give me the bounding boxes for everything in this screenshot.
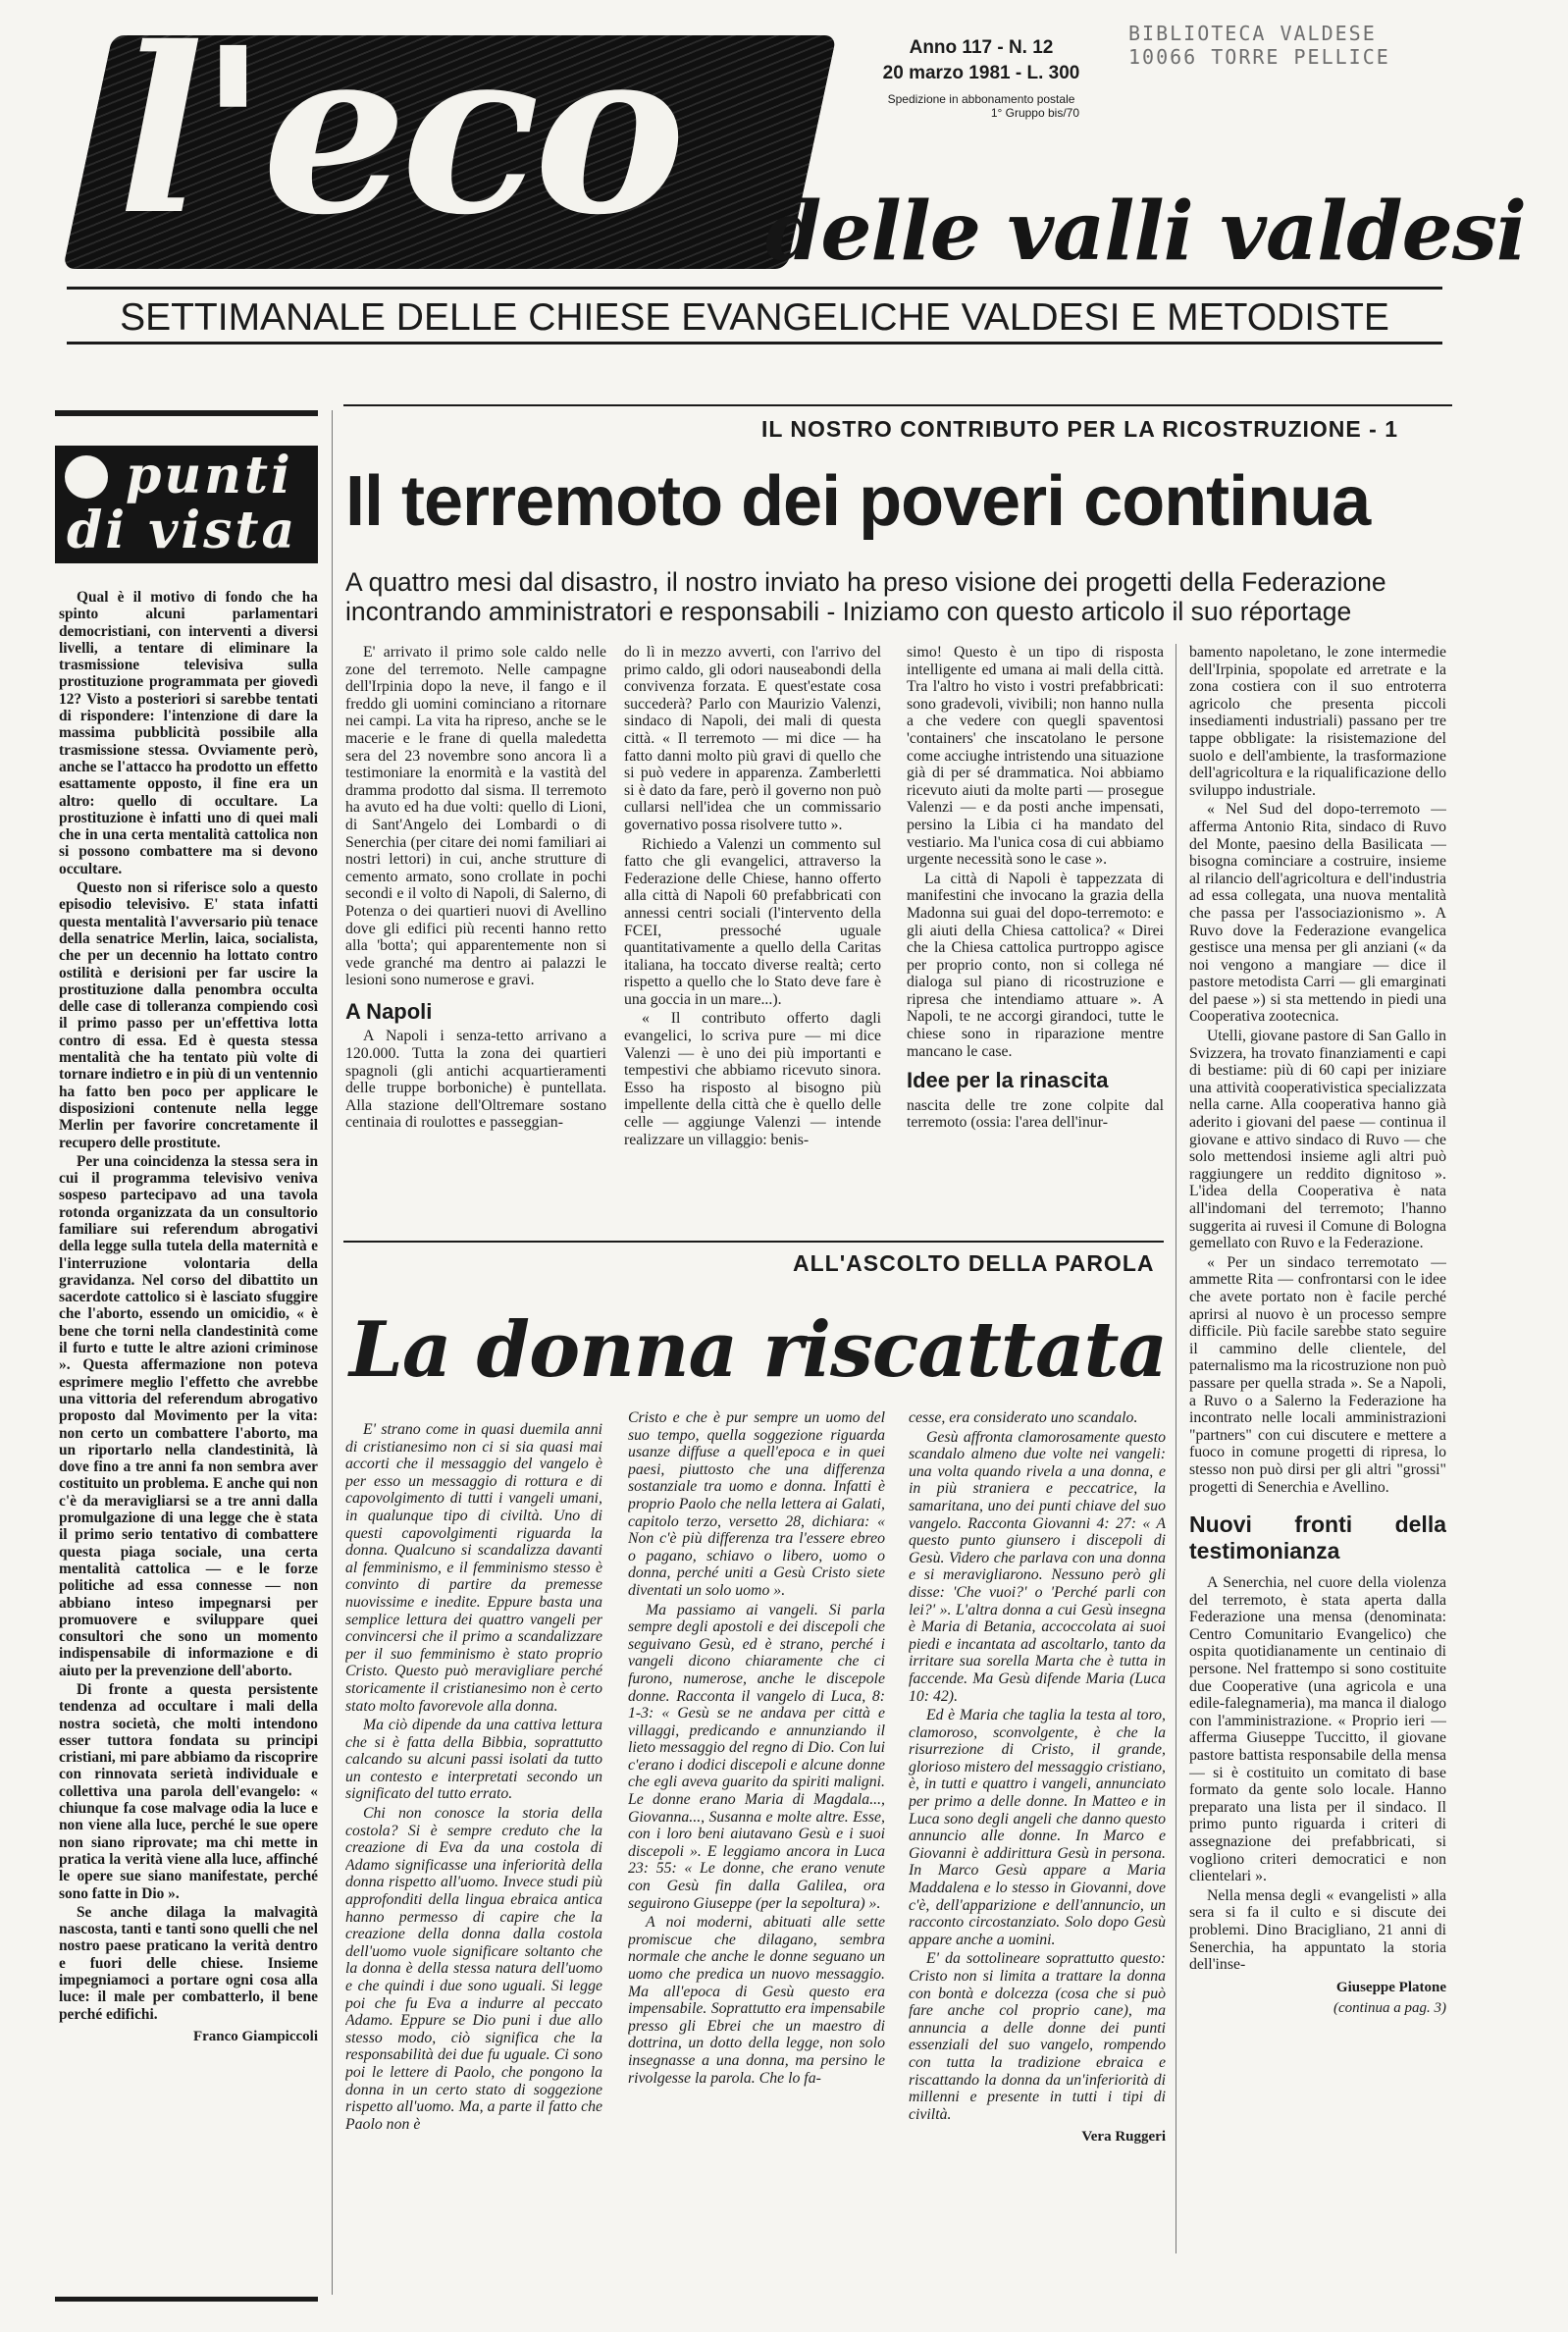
- napoli-subhead: A Napoli: [345, 998, 433, 1024]
- donna-rule: [343, 1241, 1164, 1243]
- issue-number: Anno 117 - N. 12: [909, 37, 1054, 58]
- article-paragraph: Ma passiamo ai vangeli. Si parla sempre degli apostoli e dei discepoli che seguivano Gesù, ed è strano, perché i vangeli dicono chiaramente che ci furono, numerose, anche le discepole donne. Racconta il vangelo di Luca, 8: 1-3: « Gesù se ne andava per città e villaggi, predicando e annunziando il lieto messaggio del regno di Dio. Con lui c'erano i dodici discepoli e alcune donne che egli aveva guarito da spiriti maligni. Le donne erano Maria di Magdala..., Giovanna..., Susanna e molte altre. Esse, con i loro beni aiutavano Gesù e i suoi discepoli ». E leggiamo ancora in Luca 23: 55: « Le donne, che erano venute con Gesù fin dalla Galilea, ora seguirono Giuseppe (per la sepoltura) ».: [628, 1601, 885, 1912]
- sidebar-paragraph: Questo non si riferisce solo a questo episodio televisivo. E' stata infatti questa mentalità l'avversario più tenace della senatrice Merlin, laica, socialista, che per un decennio ha lottato contro ostilità e derisioni per far uscire la prostituzione dalla penombra occulta delle case di tolleranza compiendo così il primo passo per un'effettiva lotta contro di essa. Ed è questa stessa mentalità che ha tentato più volte di tornare indietro e in più di un ventennio ha fatto ben poco per applicare le disposizioni contenute nella legge Merlin per favorire concretamente il recupero delle prostitute.: [59, 879, 318, 1151]
- sidebar-paragraph: Per una coincidenza la stessa sera in cui il programma televisivo veniva sospeso partecipavo ad una tavola rotonda organizzata da un consultorio familiare sui referendum abrogativi della legge sulla tutela della maternità e l'interruzione volontaria della gravidanza. Nel corso del dibattito un sacerdote cattolico si è lasciato sfuggire che l'aborto, essendo un omicidio, « è bene che torni nella clandestinità come il furto e tutte le altre azioni criminose ». Questa affermazione non poteva esprimere meglio l'effetto che avrebbe una vittoria del referendum abrogativo proposto dal Movimento per la vita: non certo un combattere l'aborto, ma un riportarlo nella clandestinità, là dove fino a tre anni fa non sembra aver costituito un problema. E anche qui non c'è da meravigliarsi se a tre anni dalla promulgazione di una legge che è stata il primo serio tentativo di combattere questa piaga sociale, una certa mentalità cattolica — e le forze politiche ad essa connesse — non abbiano inteso impegnarsi per promuovere e sviluppare quei consultori che sono un momento indispensabile di informazione e di aiuto per la prevenzione dell'aborto.: [59, 1152, 318, 1679]
- donna-col-2: [628, 1409, 885, 2285]
- article-paragraph: A noi moderni, abituati alle sette promiscue che dilagano, sembra normale che anche le donne seguano un uomo che predica un nuovo messaggio. Ma all'epoca di Gesù questo era impensabile. Soprattutto era impensabile presso gli Ebrei che un maestro di dottrina, un dotto della legge, non solo insegnasse a una donna, ma persino le rivolgesse la parola. Che lo fa-: [628, 1914, 885, 2087]
- article-paragraph: A Senerchia, nel cuore della violenza del terremoto, è stata aperta dalla Federazione una mensa (denominata: Centro Comunitario Evangelico) che ospita quotidianamente un centinaio di persone. Nel frattempo si sono costituite due Cooperative (una agricola e una edile-falegnameria), ma manca il dialogo con l'amministrazione. « Proprio ieri — afferma Giuseppe Tuccitto, il giovane pastore battista responsabile della mensa — si è costituito un comitato di base formato da gente solo locale. Hanno preparato una lista per il sindaco. Il primo punto riguarda i criteri di assegnazione dei prefabbricati, si vogliono criteri democratici e non clientelari ».: [1189, 1574, 1446, 1885]
- article-paragraph: « Il contributo offerto dagli evangelici, lo scriva pure — mi dice Valenzi — è uno dei più importanti e tempestivi che abbiamo ricevuto sinora. Esso ha risposto al bisogno più impellente della città che è quello delle celle — aggiunge Valenzi — intende realizzare un villaggio: benis-: [624, 1010, 881, 1148]
- article-paragraph: A Napoli i senza-tetto arrivano a 120.000. Tutta la zona dei quartieri spagnoli (gli antichi acquartieramenti delle truppe borboniche) è puntellata. Alla stazione dell'Oltremare sostano centinaia di roulottes e passeggian-: [345, 1028, 606, 1132]
- bullet-dot-icon: [65, 455, 108, 499]
- idee-subhead: Idee per la rinascita: [907, 1068, 1109, 1093]
- donna-col-3: [909, 1409, 1166, 2285]
- sidebar-divider: [332, 410, 333, 2295]
- masthead-tagline: SETTIMANALE DELLE CHIESE EVANGELICHE VALDESI E METODISTE: [120, 296, 1389, 339]
- postal-line: Spedizione in abbonamento postale: [887, 92, 1075, 106]
- stamp-line-1: BIBLIOTECA VALDESE: [1128, 22, 1377, 45]
- library-stamp: [1128, 22, 1390, 69]
- terremoto-col-4: [1189, 644, 1446, 2253]
- masthead-subtitle: delle valli valdesi: [765, 185, 1527, 279]
- article-paragraph: bamento napoletano, le zone intermedie dell'Irpinia, spopolate ed arretrate e la zona costiera con il suo entroterra agricolo che presenta piccoli insediamenti industriali) passano per tre tappe obbligate: la risistemazione del suolo e dell'ambiente, la trasformazione dell'agricoltura e la riqualificazione dello sviluppo industriale.: [1189, 644, 1446, 799]
- sidebar-signature: Franco Giampiccoli: [192, 2028, 318, 2044]
- article-paragraph: Utelli, giovane pastore di San Gallo in Svizzera, ha trovato finanziamenti e capi di bestiame: più di 60 capi per iniziare una attività cooperativistica specializzata nella carne. Alla cooperativa hanno già aderito i giovani del paese — continua il giovane e attivo sindaco di Ruvo — che solo mettendosi insieme agli altri può raggiungere un reddito dignitoso ». L'idea della Cooperativa è nata all'indomani del terremoto; l'hanno suggerita ai ruvesi il Comune di Bologna gemellato con Ruvo e la Federazione.: [1189, 1028, 1446, 1252]
- sidebar-title-line2: di vista: [67, 501, 298, 560]
- terremoto-kicker: IL NOSTRO CONTRIBUTO PER LA RICOSTRUZIONE - 1: [761, 416, 1398, 442]
- article-rule: [343, 404, 1452, 406]
- masthead-logo: l'eco: [118, 0, 680, 265]
- article-paragraph: Ed è Maria che taglia la testa al toro, clamoroso, sconvolgente, è che la risurrezione di Cristo, il grande, glorioso mistero del messaggio cristiano, è, in tutti e quattro i vangeli, annunciato per primo a delle donne. In Matteo e in Luca sono degli angeli che danno questo annuncio alle donne. In Marco e Giovanni è addirittura Gesù in persona. In Marco Gesù appare a Maria Maddalena e lo stesso in Giovanni, dove c'è, dell'apparizione e dell'annuncio, un racconto circostanziato. Solo dopo Gesù appare anche a uomini.: [909, 1707, 1166, 1948]
- article-paragraph: E' strano come in quasi duemila anni di cristianesimo non ci si sia quasi mai accorti che il messaggio del vangelo è per esso un messaggio di rottura e di capovolgimento di tutti i vangeli umani, in qualunque tipo di civiltà. Uno di questi capovolgimenti riguarda la donna. Qualcuno si scandalizza davanti al femminismo, e il femminismo stesso è convinto di partire da premesse nuovissime e inedite. Eppure basta una semplice lettura dei quattro vangeli per convincersi che il primo a scandalizzare per il suo femminismo è stato proprio Cristo. Questo può meravigliare perché storicamente il cristianesimo non è certo stato molto favorevole alla donna.: [345, 1421, 602, 1715]
- punti-di-vista-box: [55, 446, 318, 563]
- terremoto-col-1: [345, 644, 606, 1184]
- article-paragraph: E' arrivato il primo sole caldo nelle zone del terremoto. Nelle campagne dell'Irpinia dopo la neve, il fango e il freddo gli uomini cominciano a ritornare nei campi. La vita ha ripreso, anche se le macerie e le frane di quella maledetta sera del 23 novembre sono ancora lì a testimoniare la enormità e la vastità del dramma prodotto dal sisma. Il terremoto ha avuto ed ha due volti: quello di Lioni, di Sant'Angelo dei Lombardi o di Senerchia (per citare dei nomi familiari ai nostri lettori) in cui, anche strutture di cemento armato, sono crollate in pochi secondi e il volto di Napoli, di Salerno, di Potenza o dei quartieri nuovi di Avellino dove gli edifici più recenti hanno retto alla 'botta'; qui apparentemente non si vede granché ma dentro ai palazzi le lesioni sono numerose e gravi.: [345, 644, 606, 989]
- issue-info: [863, 37, 1099, 120]
- sidebar-paragraph: Qual è il motivo di fondo che ha spinto alcuni parlamentari democristiani, con interventi a diversi livelli, a tentare di eliminare la trasmissione televisiva sulla prostituzione programmata per giovedì 12? Visto a posteriori si sarebbe tentati di rispondere: l'intenzione di dare la massima pubblicità possibile alla trasmissione stessa. Ovviamente però, anche se l'attacco ha prodotto un effetto esattamente opposto, il fine era un altro: quello di occultare. La prostituzione è infatti uno di quei mali che in una certa mentalità cattolica non si possono combattere ma si devono occultare.: [59, 589, 318, 877]
- sidebar-title-line1: punti: [126, 446, 293, 505]
- sidebar-rule-top: [55, 410, 318, 416]
- article-paragraph: Nella mensa degli « evangelisti » alla sera si fa il culto e si discute dei problemi. Dino Bracigliano, 21 anni di Senerchia, ha appuntato la storia dell'inse-: [1189, 1886, 1446, 1974]
- masthead-rule-bottom: [67, 342, 1442, 344]
- article-paragraph: E' da sottolineare soprattutto questo: Cristo non si limita a trattare la donna con bontà e dolcezza (cosa che si può fare anche col proprio cane), ma annuncia a delle donne dei punti essenziali del suo vangelo, rompendo con tutta la tradizione ebraica e riscattando la donna da un'inferiorità di millenni e presente in tutti i tipi di civiltà.: [909, 1950, 1166, 2123]
- article-paragraph: Chi non conosce la storia della costola? Si è sempre creduto che la creazione di Eva da una costola di Adamo significasse una inferiorità della donna rispetto all'uomo. Invece studi più approfonditi della lingua ebraica antica hanno permesso di capire che la creazione della donna dalla costola dell'uomo vuole significare soltanto che la donna è della stessa natura dell'uomo e che quindi i due sono uguali. Si legge poi che fu Eva a indurre al peccato Adamo. Eppure se Dio puni i due allo stesso modo, ciò significa che la responsabilità dei due fu uguale. Ci sono poi le lettere di Paolo, che pongono la donna in un certo stato di soggezione rispetto all'uomo. Ma, a parte il fatto che Paolo non è: [345, 1805, 602, 2133]
- article-paragraph: Richiedo a Valenzi un commento sul fatto che gli evangelici, attraverso la Federazione delle Chiese, hanno offerto alla città di Napoli 60 prefabbricati con annessi centri sociali (l'intervento della FCEI, pressoché uguale quantitativamente a quello della Caritas italiana, ha toccato diverse realtà; certo rispetto a quello che lo Stato deve fare è una goccia in un mare...).: [624, 835, 881, 1008]
- terremoto-standfirst: A quattro mesi dal disastro, il nostro inviato ha preso visione dei progetti della Federazione incontrando amministratori e responsabili - Iniziamo con questo articolo il suo réportage: [345, 567, 1386, 626]
- article-paragraph: nascita delle tre zone colpite dal terremoto (ossia: l'area dell'inur-: [907, 1096, 1164, 1132]
- article-paragraph: do lì in mezzo avverti, con l'arrivo del primo caldo, gli odori nauseabondi della convivenza forzata. E quest'estate cosa succederà? Parlo con Maurizio Valenzi, sindaco di Napoli, dei mali di questa città. « Il terremoto — mi dice — ha fatto danni molto più gravi di quello che si può vedere in apparenza. Zamberletti si è dato da fare, però il governo non può cullarsi nell'idea che un commissario governativo possa risolvere tutto ».: [624, 644, 881, 833]
- article-paragraph: cesse, era considerato uno scandalo.: [909, 1409, 1138, 1426]
- donna-col-1: [345, 1421, 602, 2285]
- sidebar-article: [59, 589, 318, 2045]
- terremoto-headline: Il terremoto dei poveri continua: [345, 462, 1371, 541]
- issue-date-price: 20 marzo 1981 - L. 300: [882, 63, 1080, 83]
- donna-signature: Vera Ruggeri: [1081, 2129, 1166, 2146]
- article-paragraph: « Per un sindaco terremotato — ammette Rita — confrontarsi con le idee che avete portato non è facile perché aprirsi al nuovo è un processo sempre difficile. Più facile sarebbe stato seguire il cammino delle clientele, del paternalismo ma la ricostruzione non può passare per quella strada ». Se a Napoli, a Ruvo o a Salerno la Federazione ha incontrato nelle locali amministrazioni "partners" con cui discutere e mettere a fuoco in comune progetti di ripresa, lo stesso non può dirsi per gli altri "grossi" progetti di Senerchia e Avellino.: [1189, 1253, 1446, 1496]
- article-paragraph: « Nel Sud del dopo-terremoto — afferma Antonio Rita, sindaco di Ruvo del Monte, paesino della Basilicata — bisogna cominciare a costruire, insieme al rilancio dell'agricoltura e dell'industria ad essa collegata, una nuova mentalità che passa per l'associazionismo ». A Ruvo dove la Federazione evangelica gestisce una mensa per gli anziani (« da noi vengono a mangiare — dice il pastore metodista Carri — gli emarginati del paese ») si sta mettendo in piedi una Cooperativa zootecnica.: [1189, 801, 1446, 1026]
- terremoto-col-2: [624, 644, 881, 1184]
- article-paragraph: Ma ciò dipende da una cattiva lettura che si è fatta della Bibbia, soprattutto calcando su alcuni passi isolati da tutto un contesto e interpretati secondo un significato del tutto errato.: [345, 1717, 602, 1803]
- article-paragraph: Gesù affronta clamorosamente questo scandalo almeno due volte nei vangeli: una volta quando rivela a una donna, e in più straniera e peccatrice, la samaritana, uno dei punti chiave del suo vangelo. Racconta Giovanni 4: 27: « A questo punto giunsero i discepoli di Gesù. Videro che parlava con una donna e si meravigliarono. Nessuno però gli disse: 'Che vuoi?' o 'Perché parli con lei?' ». L'altra donna a cui Gesù insegna è Maria di Betania, accoccolata ai suoi piedi e incantata ad ascoltarlo, tanto da irritare sua sorella Marta che è tutta in faccende. Ma Gesù difende Maria (Luca 10: 42).: [909, 1428, 1166, 1705]
- sidebar-paragraph: Se anche dilaga la malvagità nascosta, tanti e tanti sono quelli che nel nostro paese praticano la verità dentro e fuori delle chiese. Insieme impegniamoci a portare ogni cosa alla luce: il male per combatterlo, il bene perché edifichi.: [59, 1903, 318, 2023]
- terremoto-col-3: [907, 644, 1164, 1184]
- article-paragraph: Cristo e che è pur sempre un uomo del suo tempo, quella soggezione riguarda usanze diffuse a quell'epoca e in quei paesi, piuttosto che una differenza sostanziale tra uomo e donna. Infatti è proprio Paolo che nella lettera ai Galati, capitolo terzo, versetto 28, dichiara: « Non c'è più differenza tra l'essere ebreo o pagano, schiavo o libero, uomo o donna, perché uniti a Gesù Cristo siete diventati un solo uomo ».: [628, 1409, 885, 1599]
- sidebar-rule-bottom: [55, 2297, 318, 2302]
- stamp-line-2: 10066 TORRE PELLICE: [1128, 45, 1390, 69]
- article-paragraph: La città di Napoli è tappezzata di manifestini che invocano la grazia della Madonna sui guai del dopo-terremoto: e gli aiuti della Chiesa cattolica? « Direi che la Chiesa cattolica purtroppo agisce per proprio conto, non si collega né dialoga sul piano di ricostruzione e ripresa che intendiamo attuare ». A Napoli, te ne accorgi girandoci, tutte le chiese sono in riparazione mentre mancano le case.: [907, 870, 1164, 1060]
- continued-note: (continua a pag. 3): [1333, 2000, 1446, 2017]
- sidebar-paragraph: Di fronte a questa persistente tendenza ad occultare i mali della nostra società, che molti intendono esser tuttora fondata su principi cristiani, mi pare abbiamo da riscoprire con rinnovata serietà individuale e collettiva una parola dell'evangelo: « chiunque fa cose malvage odia la luce e non viene alla luce, perché le sue opere non siano riprovate; ma chi mette in pratica la verità viene alla luce, affinché le opere sue siano manifestate, perché sono fatte in Dio ».: [59, 1681, 318, 1902]
- masthead-rule-top: [67, 287, 1442, 290]
- article-paragraph: simo! Questo è un tipo di risposta intelligente ed umana ai mali della città. Tra l'altro ho visto i vostri prefabbricati: sono gradevoli, vivibili; non hanno nulla a che vedere con quegli spaventosi 'containers' che inscatolano le persone come acciughe intristendo una situazione già di per sé drammatica. Noi abbiamo ricevuto aiuti da molte parti — prosegue Valenzi — e da posti anche impensati, persino la Libia ci ha mandato del vestiario. Ma l'unica cosa di cui abbiamo urgente necessità sono le case ».: [907, 644, 1164, 869]
- donna-headline: La donna riscattata: [349, 1305, 1168, 1395]
- nuovi-fronti-subhead: Nuovi fronti della testimonianza: [1189, 1511, 1446, 1564]
- terremoto-signature: Giuseppe Platone: [1335, 1979, 1446, 1995]
- donna-kicker: ALL'ASCOLTO DELLA PAROLA: [793, 1250, 1155, 1276]
- postal-group: 1° Gruppo bis/70: [990, 106, 1079, 120]
